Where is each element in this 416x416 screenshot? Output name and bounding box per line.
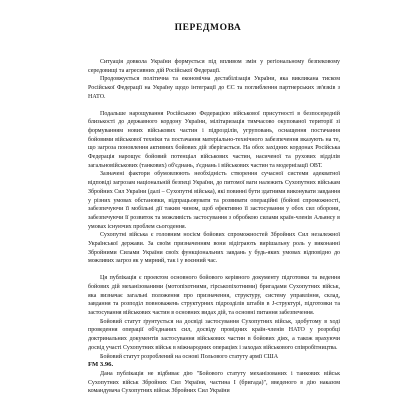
paragraph: Продовжується політична та економічна дестабілізація України, яка викликана тиском Російської Федерації на Україну щодо інтеграції до ЄС та поглиблення партнерських зв'язків з НАТО. — [88, 76, 340, 100]
paragraph: Дана публікація не відбиває дію "Бойового статуту механізованих і танкових військ Сухопутних військ Збройних Сил України, частина I (бригада)", введеного в дію наказом командувача Сухопутних військ Збройних Сил України — [88, 370, 340, 395]
document-body — [88, 58, 340, 396]
page-title: ПЕРЕДМОВА — [174, 23, 242, 33]
paragraph: Зазначені фактори обумовлюють необхідність створення сучасної системи адекватної відповіді загрозам національній безпеці України, до питомої ваги належить Сухопутних військам Збройних Сил України (далі – Сухопутні війська), які повинні бути здатними виконувати завдання у різних умовах обстановки, відпрацьовувати та розвивати операційні (бойові спроможності, забезпечуючи її мобільні дії таким чином, щоб ефективно її застосування у обох сил оборони, забезпечуючи її розвиток та можливість застосування з обробкою силами країн-членів Альянсу в умовах існуючих проблем сьогодення. — [88, 171, 340, 230]
paragraph: Ситуація довкола України формується під впливом змін у регіональному безпековому середовищі та агресивних дій Російської Федерації. — [88, 59, 340, 74]
paragraph: Подальше нарощування Російською Федерацією військової присутності в безпосередній близькості до державного кордону України, мілітаризація тимчасово окупованої території зі формуванням нових військових частин і підрозділів, угруповань, оснащення постачання бойовими військової техніки та постачання матеріально-технічного забезпечення вказують на те, що загроза поновлення активних бойових дій зберігається. На обох західних кордонах Російська Федерація нарощує бойовий потенціал військових частин, насиченої та рухових відділів загальновійськових (танкових) об'єднань, з'єднань і військових частин та модернізації ОВТ. — [88, 110, 340, 169]
paragraph: Сухопутні війська є головним носієм бойових спроможностей Збройних Сил незалежної Української держави. За своїм призначенням вони відіграють вирішальну роль у виконанні Збройними Силами України своїх функціональних завдань у будь-яких умовах відповідно до можливих загроз як у мирний, так і у воєнний час. — [88, 232, 340, 265]
paragraph: Ця публікація є проектом основного бойового керівного документу підготовки та ведення бойових дій механізованими (мотопіхотними, гірськопіхотними) бригадами Сухопутних військ, яка визначає загальні положення про призначення, структуру, систему управління, склад, завдання та розподіл повноважень структурних підрозділів штабів в J-структурі, підготовки та застосування військових частин в основних видах дій, та основні питання забезпечення. — [88, 275, 340, 316]
paragraph: Бойовий статут розроблений на основі Польового статуту армії США — [100, 353, 279, 360]
fm-reference — [88, 361, 340, 370]
fm-label: FM 3.96. — [88, 361, 114, 369]
paragraph: Бойовий статут ґрунтується на досвіді застосування Сухопутних військ, здобутому в ході проведення операції об'єднаних сил, досвіду провідних країн-членів НАТО у розробці доктринальних документів застосування військових частин в бойових діях, а також врахуючи досвід участі Сухопутних військ в міжнародних операціях і заходах військового співробітництва. — [88, 318, 340, 351]
